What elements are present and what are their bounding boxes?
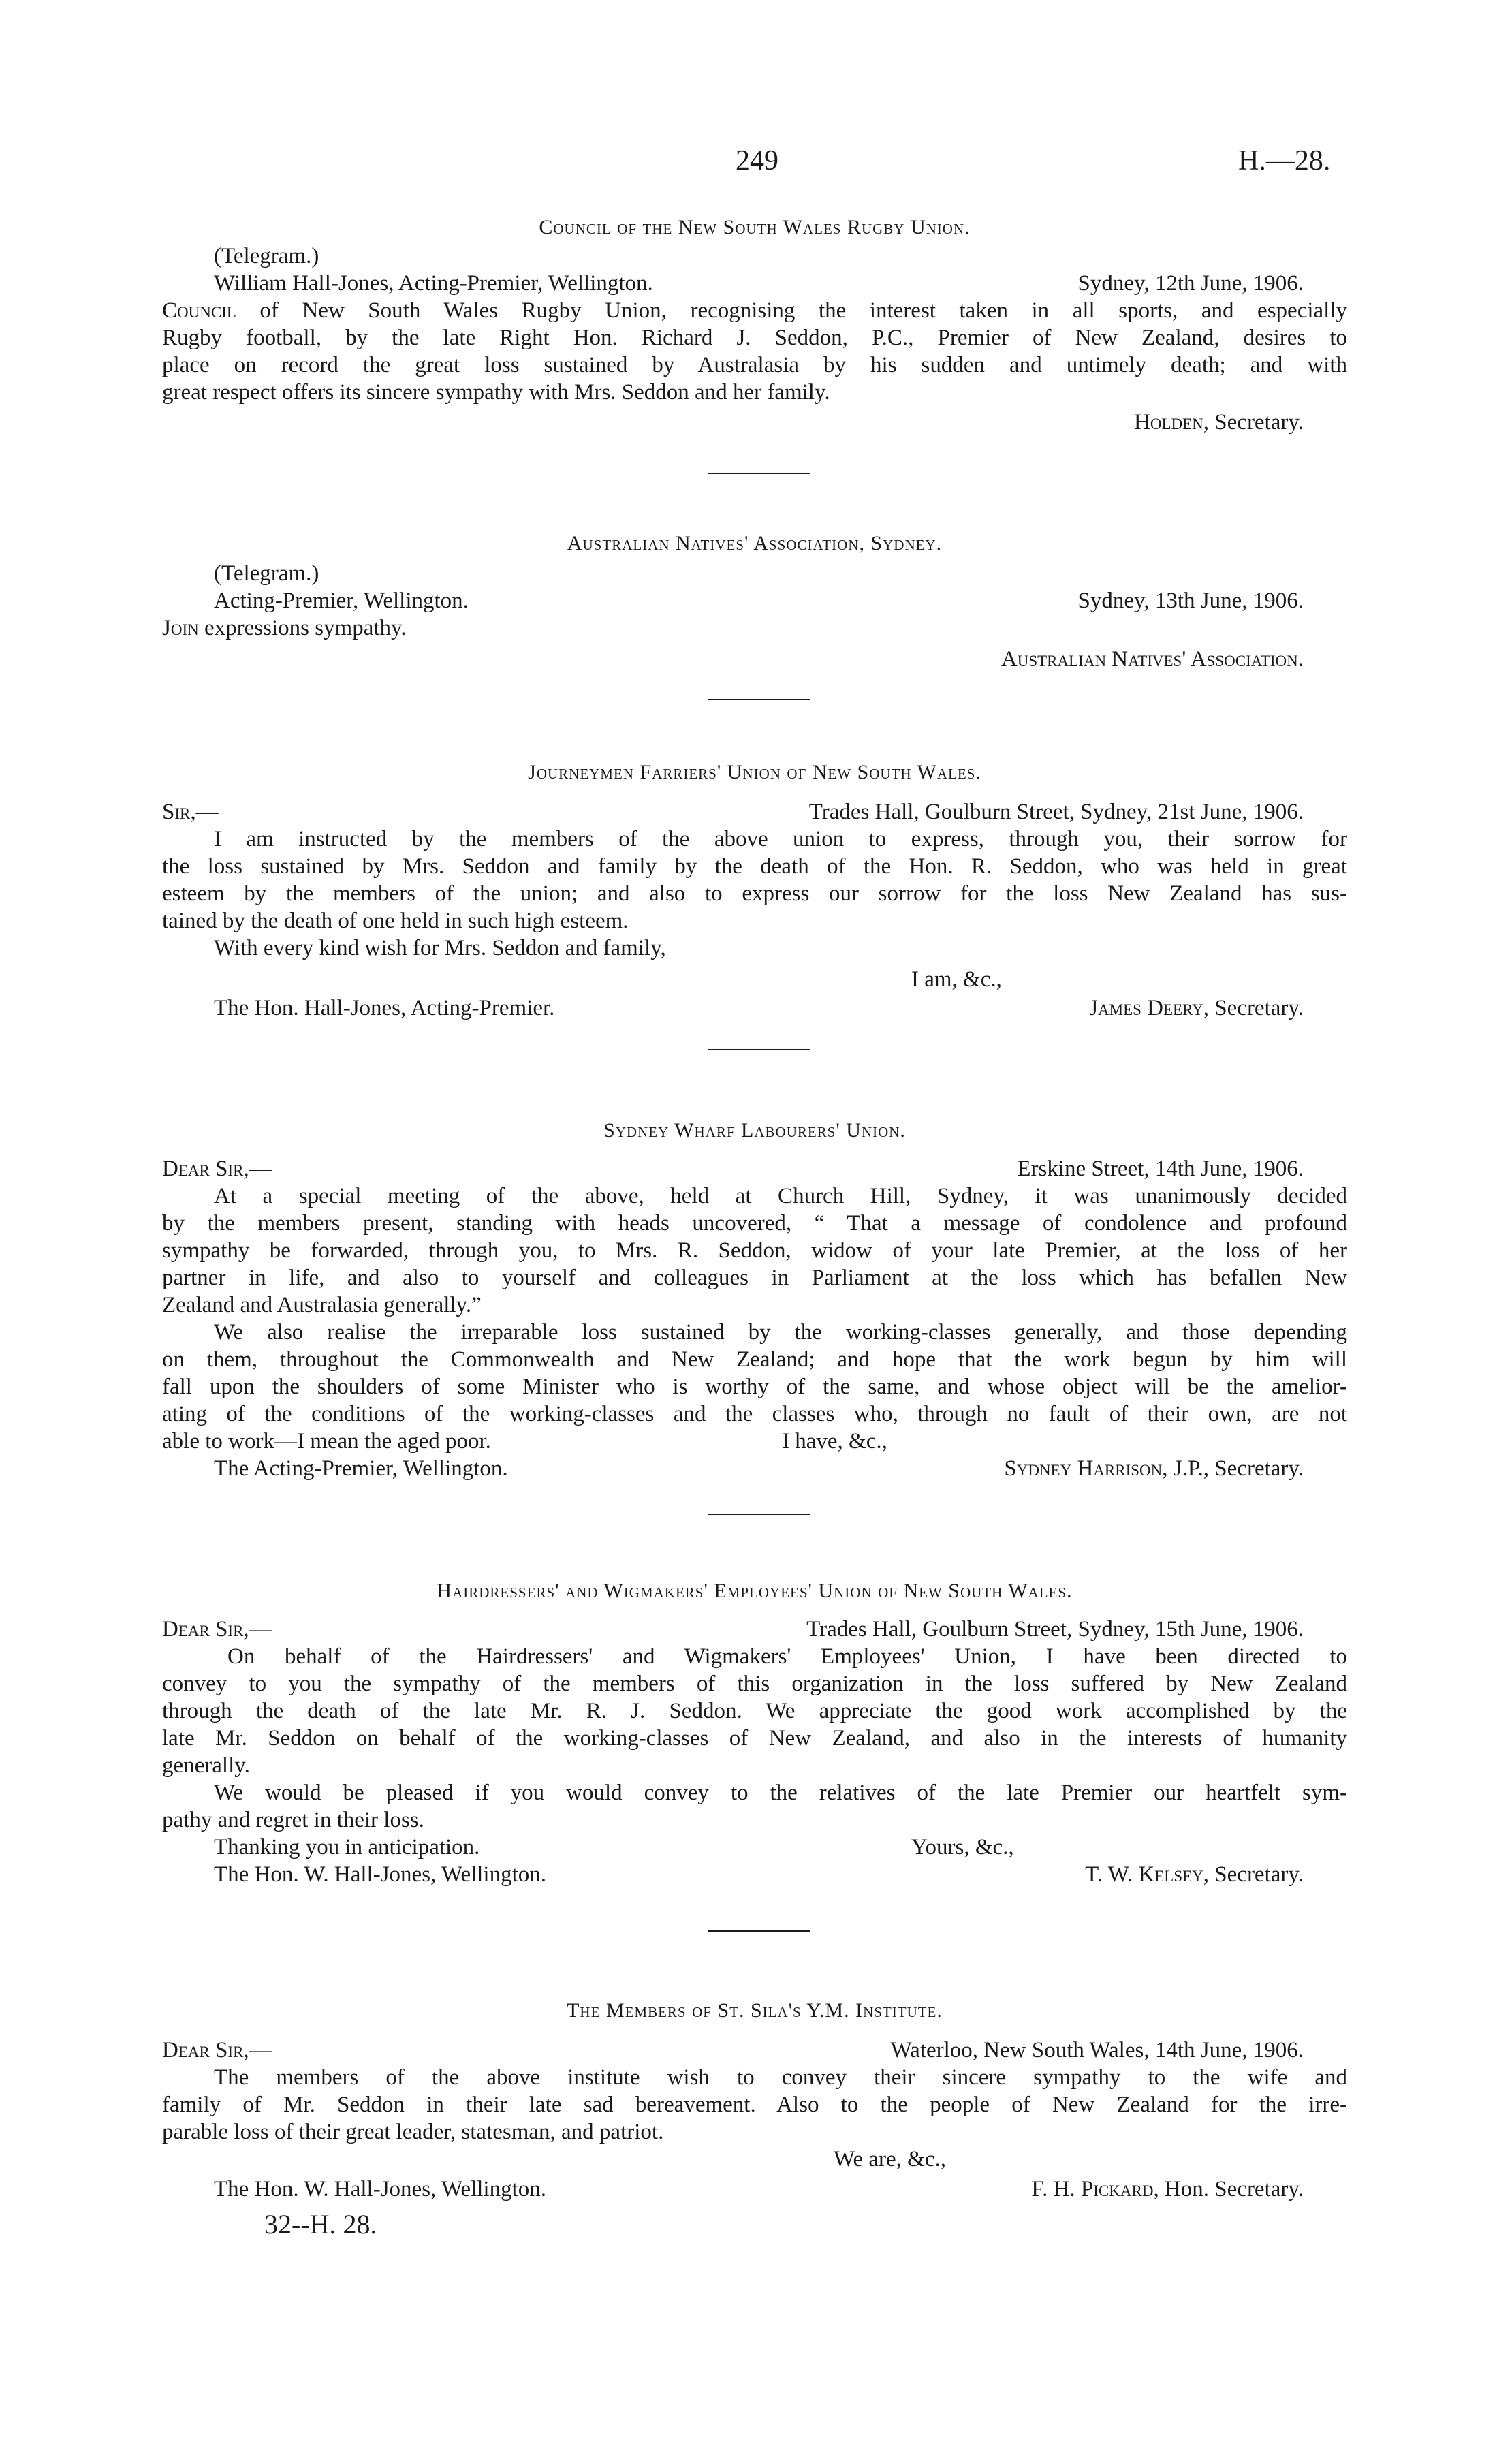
signature: T. W. Kelsey, Secretary. bbox=[1085, 1862, 1304, 1887]
sheet-reference: 32--H. 28. bbox=[264, 2209, 377, 2240]
body-line: At a special meeting of the above, held at Church Hill, Sydney, it was unanimously decided bbox=[214, 1184, 1347, 1208]
body-line: sympathy be forwarded, through you, to Mrs. R. Seddon, widow of your late Premier, at the loss of her bbox=[162, 1238, 1347, 1263]
body-line: convey to you the sympathy of the members of this organization in the loss suffered by New Zealand bbox=[162, 1672, 1347, 1696]
salutation: Dear Sir,— bbox=[162, 1157, 272, 1181]
body-line: fall upon the shoulders of some Minister who is worthy of the same, and whose object will be the amelior- bbox=[162, 1375, 1347, 1399]
closing: I have, &c., bbox=[782, 1429, 887, 1454]
body-line: Join expressions sympathy. bbox=[162, 616, 407, 640]
body-line: Thanking you in anticipation. bbox=[214, 1835, 480, 1860]
section-divider bbox=[708, 473, 810, 474]
addressee: The Acting-Premier, Wellington. bbox=[214, 1456, 508, 1481]
body-line: With every kind wish for Mrs. Seddon and family, bbox=[214, 936, 666, 960]
place-date: Sydney, 12th June, 1906. bbox=[1077, 271, 1304, 296]
closing: We are, &c., bbox=[834, 2147, 946, 2171]
body-line: esteem by the members of the union; and also to express our sorrow for the loss New Zealand has sus- bbox=[162, 881, 1347, 906]
body-line: Council of New South Wales Rugby Union, recognising the interest taken in all sports, and especially bbox=[162, 298, 1347, 323]
body-line: the loss sustained by Mrs. Seddon and family by the death of the Hon. R. Seddon, who was held in great bbox=[162, 854, 1347, 879]
body-line: partner in life, and also to yourself and colleagues in Parliament at the loss which has befallen New bbox=[162, 1266, 1347, 1290]
document-reference: H.—28. bbox=[1238, 145, 1331, 176]
signature: F. H. Pickard, Hon. Secretary. bbox=[1031, 2177, 1304, 2201]
addressee: The Hon. W. Hall-Jones, Wellington. bbox=[214, 1862, 547, 1887]
section-divider bbox=[708, 1514, 810, 1515]
section-title: Journeymen Farriers' Union of New South Wales. bbox=[528, 761, 981, 783]
telegram-note: (Telegram.) bbox=[214, 561, 319, 586]
place-date: Erskine Street, 14th June, 1906. bbox=[1017, 1157, 1304, 1181]
section-title: Sydney Wharf Labourers' Union. bbox=[603, 1119, 906, 1142]
body-line: On behalf of the Hairdressers' and Wigmakers' Employees' Union, I have been directed to bbox=[227, 1644, 1347, 1669]
section-title: Hairdressers' and Wigmakers' Employees' Union of New South Wales. bbox=[437, 1580, 1073, 1602]
place-date: Sydney, 13th June, 1906. bbox=[1077, 589, 1304, 613]
body-line: ating of the conditions of the working-classes and the classes who, through no fault of their own, are not bbox=[162, 1402, 1347, 1426]
salutation: Dear Sir,— bbox=[162, 2038, 272, 2063]
body-line: on them, throughout the Commonwealth and New Zealand; and hope that the work begun by him will bbox=[162, 1347, 1347, 1372]
body-line: able to work—I mean the aged poor. bbox=[162, 1429, 491, 1454]
closing: Yours, &c., bbox=[911, 1835, 1014, 1860]
body-line: Zealand and Australasia generally.” bbox=[162, 1293, 482, 1317]
body-line: through the death of the late Mr. R. J. Seddon. We appreciate the good work accomplished by the bbox=[162, 1699, 1347, 1723]
body-line: place on record the great loss sustained by Australasia by his sudden and untimely death; and with bbox=[162, 353, 1347, 377]
body-line: We would be pleased if you would convey to the relatives of the late Premier our heartfelt sym- bbox=[214, 1781, 1347, 1805]
section-divider bbox=[708, 699, 810, 700]
body-line: tained by the death of one held in such high esteem. bbox=[162, 909, 629, 933]
closing: I am, &c., bbox=[911, 967, 1002, 992]
body-line: I am instructed by the members of the above union to express, through you, their sorrow for bbox=[214, 827, 1347, 851]
body-line: generally. bbox=[162, 1753, 250, 1778]
section-title: Council of the New South Wales Rugby Union. bbox=[539, 216, 971, 238]
body-line: late Mr. Seddon on behalf of the working-classes of New Zealand, and also in the interests of humanity bbox=[162, 1726, 1347, 1751]
signature: Holden, Secretary. bbox=[1134, 410, 1304, 435]
place-date: Waterloo, New South Wales, 14th June, 1906. bbox=[890, 2038, 1304, 2063]
signature: Australian Natives' Association. bbox=[1001, 647, 1304, 672]
body-line: family of Mr. Seddon in their late sad bereavement. Also to the people of New Zealand for the irre- bbox=[162, 2092, 1347, 2117]
salutation: Dear Sir,— bbox=[162, 1617, 272, 1642]
section-title: Australian Natives' Association, Sydney. bbox=[567, 532, 943, 554]
signature: Sydney Harrison, J.P., Secretary. bbox=[1004, 1456, 1304, 1481]
body-line: pathy and regret in their loss. bbox=[162, 1808, 424, 1832]
section-divider bbox=[708, 1049, 810, 1050]
body-line: by the members present, standing with heads uncovered, “ That a message of condolence and profound bbox=[162, 1211, 1347, 1236]
addressee: The Hon. W. Hall-Jones, Wellington. bbox=[214, 2177, 547, 2201]
section-divider bbox=[708, 1930, 810, 1932]
body-line: parable loss of their great leader, statesman, and patriot. bbox=[162, 2120, 664, 2144]
addressee: William Hall-Jones, Acting-Premier, Wellington. bbox=[214, 271, 653, 296]
body-line: The members of the above institute wish to convey their sincere sympathy to the wife and bbox=[214, 2065, 1347, 2090]
page-number: 249 bbox=[736, 145, 778, 176]
telegram-note: (Telegram.) bbox=[214, 244, 319, 268]
addressee: Acting-Premier, Wellington. bbox=[214, 589, 469, 613]
body-line: We also realise the irreparable loss sustained by the working-classes generally, and those depending bbox=[214, 1320, 1347, 1345]
salutation: Sir,— bbox=[162, 800, 219, 824]
place-date: Trades Hall, Goulburn Street, Sydney, 21st June, 1906. bbox=[808, 800, 1304, 824]
addressee: The Hon. Hall-Jones, Acting-Premier. bbox=[214, 996, 555, 1020]
place-date: Trades Hall, Goulburn Street, Sydney, 15th June, 1906. bbox=[806, 1617, 1304, 1642]
section-title: The Members of St. Sila's Y.M. Institute. bbox=[567, 1999, 943, 2022]
opening-word: Council bbox=[162, 298, 236, 323]
body-line: great respect offers its sincere sympathy with Mrs. Seddon and her family. bbox=[162, 380, 830, 405]
body-line: Rugby football, by the late Right Hon. Richard J. Seddon, P.C., Premier of New Zealand, desires to bbox=[162, 326, 1347, 350]
signature: James Deery, Secretary. bbox=[1089, 996, 1304, 1020]
